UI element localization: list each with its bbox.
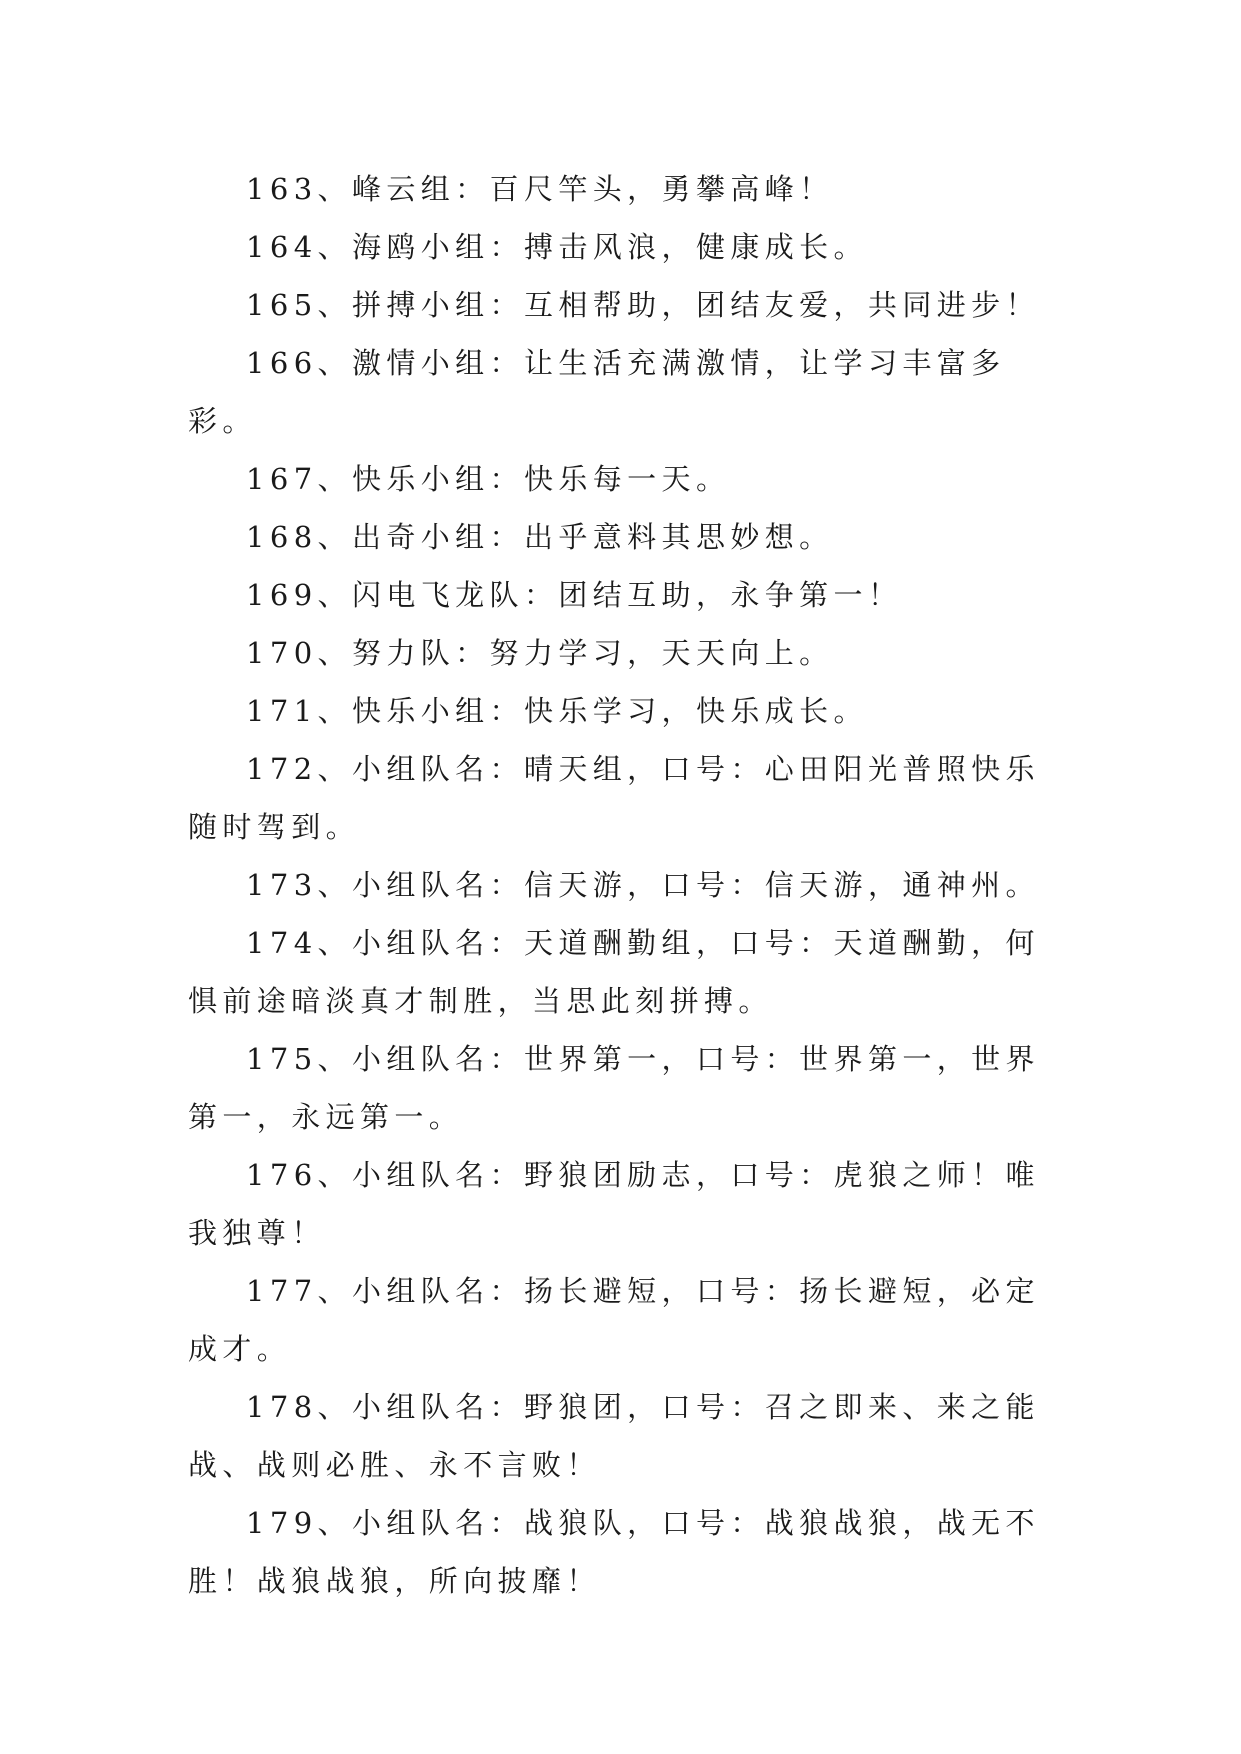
slogan-paragraph-169: 169、闪电飞龙队：团结互助，永争第一！ bbox=[246, 578, 903, 612]
slogan-paragraph-173: 173、小组队名：信天游，口号：信天游，通神州。 bbox=[246, 868, 1040, 902]
slogan-paragraph-164: 164、海鸥小组：搏击风浪，健康成长。 bbox=[246, 230, 868, 264]
slogan-paragraph-171: 171、快乐小组：快乐学习，快乐成长。 bbox=[246, 694, 868, 728]
slogan-paragraph-167: 167、快乐小组：快乐每一天。 bbox=[246, 462, 731, 496]
slogan-paragraph-165: 165、拼搏小组：互相帮助，团结友爱，共同进步！ bbox=[246, 288, 1040, 322]
slogan-paragraph-179: 179、小组队名：战狼队，口号：战狼战狼，战无不胜！战狼战狼，所向披靡！ bbox=[188, 1506, 1040, 1598]
slogan-paragraph-176: 176、小组队名：野狼团励志，口号：虎狼之师！唯我独尊！ bbox=[188, 1158, 1040, 1250]
slogan-paragraph-174: 174、小组队名：天道酬勤组，口号：天道酬勤，何惧前途暗淡真才制胜，当思此刻拼搏。 bbox=[188, 926, 1040, 1018]
slogan-paragraph-166: 166、激情小组：让生活充满激情，让学习丰富多彩。 bbox=[188, 346, 1006, 438]
slogan-paragraph-178: 178、小组队名：野狼团，口号：召之即来、来之能战、战则必胜、永不言败！ bbox=[188, 1390, 1040, 1482]
document-page bbox=[188, 160, 1058, 1610]
slogan-paragraph-177: 177、小组队名：扬长避短，口号：扬长避短，必定成才。 bbox=[188, 1274, 1040, 1366]
slogan-paragraph-172: 172、小组队名：晴天组，口号：心田阳光普照快乐随时驾到。 bbox=[188, 752, 1040, 844]
slogan-paragraph-175: 175、小组队名：世界第一，口号：世界第一，世界第一，永远第一。 bbox=[188, 1042, 1040, 1134]
slogan-paragraph-170: 170、努力队：努力学习，天天向上。 bbox=[246, 636, 834, 670]
slogan-paragraph-168: 168、出奇小组：出乎意料其思妙想。 bbox=[246, 520, 834, 554]
slogan-paragraph-163: 163、峰云组：百尺竿头，勇攀高峰！ bbox=[246, 172, 834, 206]
